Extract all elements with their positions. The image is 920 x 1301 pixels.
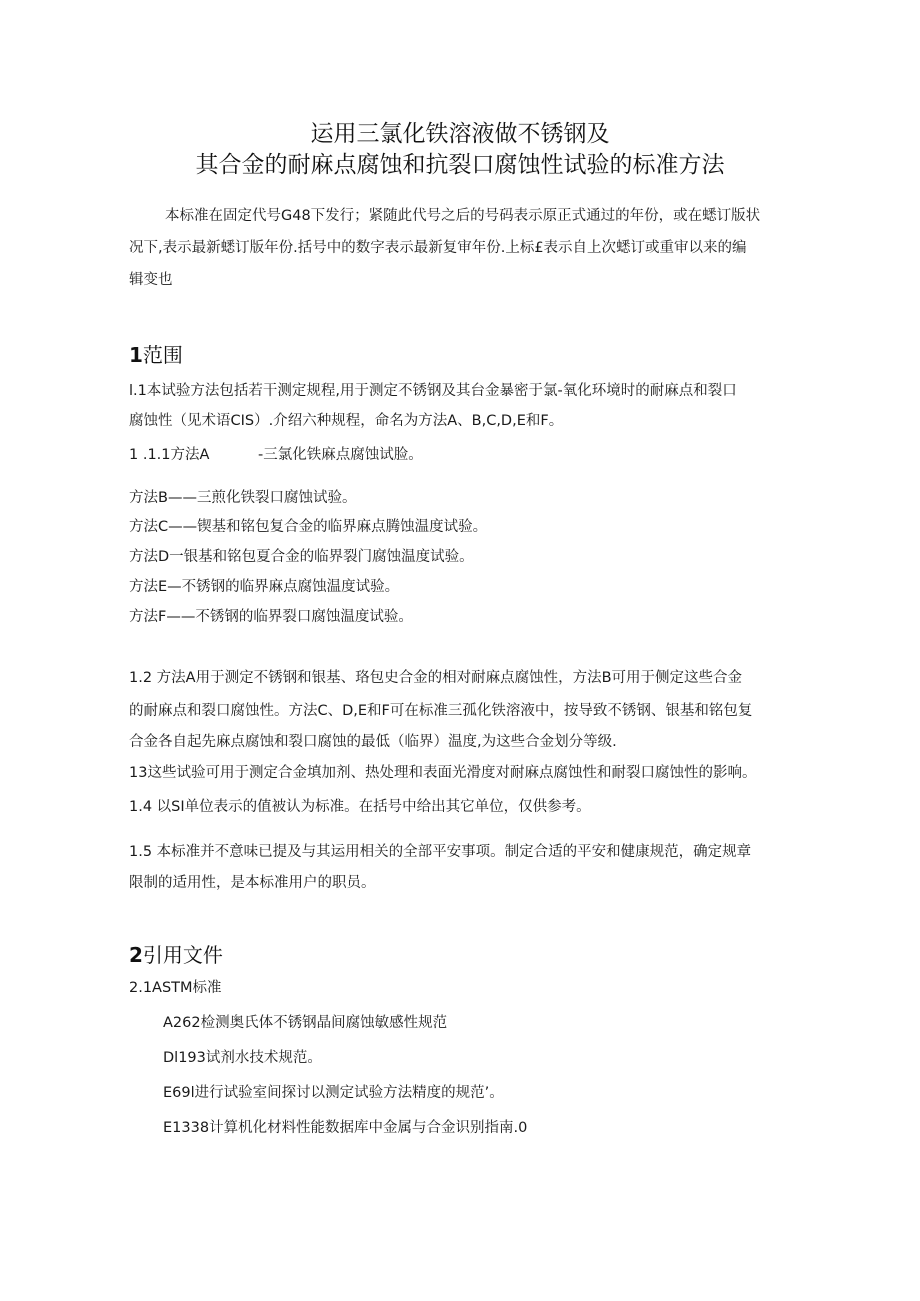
method-item: 方法D一银基和铭包夏合金的临界裂门腐蚀温度试验。 (129, 549, 474, 565)
p1-1-line-1: l.1本试验方法包括若干测定规程,用于测定不锈钢及其台金暴密于氯-氧化环境时的耐麻点和裂口 (129, 383, 737, 399)
method-item: 方法C——锲基和铭包复合金的临界麻点腾蚀温度试验。 (129, 519, 488, 535)
reference-item: E1338计算机化材料性能数据库中金属与合金识别指南.0 (163, 1120, 528, 1136)
method-item: 方法B——三煎化铁裂口腐蚀试验。 (129, 490, 357, 506)
reference-item: Dl193试剂水技术规范。 (163, 1050, 322, 1066)
intro-line-2: 况下,表示最新蟋订版年份.括号中的数字表示最新复审年份.上标£表示自上次蟋订或重审以来的编 (129, 240, 747, 256)
method-a-description: -三氯化铁麻点腐蚀试脸。 (258, 447, 423, 463)
section-1-number: 1 (129, 343, 143, 367)
paragraph-1-4: 1.4 以SI单位表示的值被认为标准。在括号中给出其它单位，仅供参考。 (129, 799, 591, 815)
section-2-title: 引用文件 (142, 943, 223, 967)
paragraph-1-3: 13这些试验可用于测定合金填加剂、热处理和表面光滑度对耐麻点腐蚀性和耐裂口腐蚀性的影响。 (129, 765, 757, 781)
p1-2-line-3: 合金各自起先麻点腐蚀和裂口腐蚀的最低（临界）温度,为这些合金划分等级. (129, 734, 617, 750)
section-2-number: 2 (129, 943, 143, 967)
title-line-1: 运用三氯化铁溶液做不锈钢及 (310, 121, 610, 147)
method-a-number: 1 .1.1方法A (129, 447, 210, 463)
section-1-title: 范围 (142, 343, 183, 367)
title-line-2: 其合金的耐麻点腐蚀和抗裂口腐蚀性试验的标准方法 (195, 152, 725, 178)
intro-line-3: 辑变也 (129, 272, 173, 288)
method-item: 方法E—不锈钢的临界麻点腐蚀温度试验。 (129, 579, 400, 595)
p1-2-line-2: 的耐麻点和裂口腐蚀性。方法C、D,E和F可在标准三孤化铁溶液中，按导致不锈钢、银基和铭包复 (129, 703, 753, 719)
method-item: 方法F——不锈钢的临界裂口腐蚀温度试验。 (129, 609, 413, 625)
p1-2-line-1: 1.2 方法A用于测定不锈钢和银基、珞包史合金的相对耐麻点腐蚀性，方法B可用于侧定这些合金 (129, 670, 743, 686)
p1-1-line-2: 腐蚀性（见术语CIS）.介绍六种规程，命名为方法A、B,C,D,E和F。 (129, 413, 564, 429)
section-2-heading (129, 939, 223, 968)
p1-5-line-2: 限制的适用性，是本标准用户的职员。 (129, 875, 376, 891)
subsection-2-1: 2.1ASTM标准 (129, 980, 222, 996)
p1-5-line-1: 1.5 本标准并不意味已提及与其运用相关的全部平安事项。制定合适的平安和健康规范，确定规章 (129, 844, 752, 860)
intro-line-1: 本标准在固定代号G48下发行；紧随此代号之后的号码表示原正式通过的年份，或在蟋订版状 (165, 208, 761, 224)
reference-item: A262检测奥氏体不锈钢晶间腐蚀敏感性规范 (163, 1015, 448, 1031)
section-1-heading (129, 339, 183, 368)
reference-item: E69l进行试验室间探讨以测定试验方法精度的规范’。 (163, 1085, 504, 1101)
